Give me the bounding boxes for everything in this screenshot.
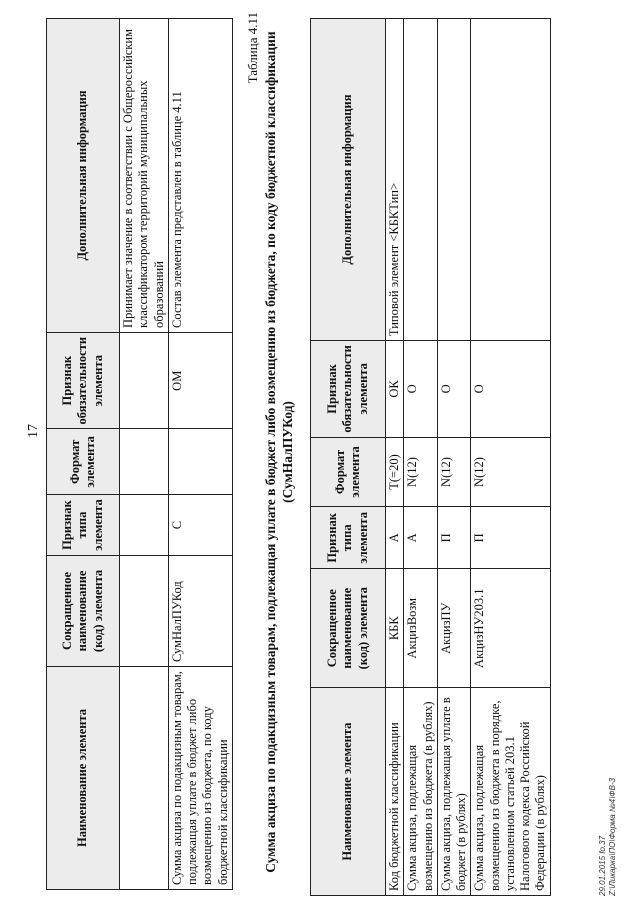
file-stamp (598, 778, 617, 896)
cell-info: Типовой элемент <КБКТип> (386, 19, 404, 341)
cell-required: О (471, 341, 550, 438)
cell-info (471, 19, 550, 341)
cell-code: АкцизПУ (437, 569, 471, 688)
cell-name: Сумма акциза, подлежащая уплате в бюджет (в рублях) (437, 688, 471, 896)
header-type: Признак типа элемента (47, 495, 120, 556)
table-header-row (47, 19, 120, 890)
header-required: Признак обязательности элемента (47, 332, 120, 429)
header-name: Наименование элемента (311, 688, 386, 896)
cell-type: П (471, 507, 550, 569)
header-code: Сокращенное наименование (код) элемента (47, 555, 120, 666)
cell-required: О (404, 341, 438, 438)
cell-info: Принимает значение в соответствии с Общероссийским классификатором территорий муниципальных образований (120, 19, 169, 333)
cell-format: T(=20) (386, 437, 404, 507)
header-required: Признак обязательности элемента (311, 341, 386, 438)
table-row (168, 19, 232, 890)
cell-format: N(12) (404, 437, 438, 507)
table-row (120, 19, 169, 890)
stamp-line-date: 29.01.2015 fo.37 (598, 835, 607, 896)
cell-type: А (386, 507, 404, 569)
cell-info (437, 19, 471, 341)
header-code: Сокращенное наименование (код) элемента (311, 569, 386, 688)
header-format: Формат элемента (311, 437, 386, 507)
cell-type: А (404, 507, 438, 569)
cell-format: N(12) (437, 437, 471, 507)
cell-code: АкцизВозм (404, 569, 438, 688)
cell-code: КБК (386, 569, 404, 688)
cell-name: Код бюджетной классификации (386, 688, 404, 896)
header-format: Формат элемента (47, 429, 120, 495)
cell-required: ОК (386, 341, 404, 438)
cell-type: С (168, 495, 232, 556)
table-row (471, 19, 550, 896)
table-label: Таблица 4.11 (245, 12, 260, 84)
cell-required: ОМ (168, 332, 232, 429)
table-row (404, 19, 438, 896)
header-type: Признак типа элемента (311, 507, 386, 569)
cell-type: П (437, 507, 471, 569)
table-row (386, 19, 404, 896)
cell-code: СумНалПУКод (168, 555, 232, 666)
cell-name: Сумма акциза, подлежащая возмещению из бюджета в порядке, установленном статьей 203.1 Налогового кодекса Российской Федерации (в рублях) (471, 688, 550, 896)
header-info: Дополнительная информация (311, 19, 386, 341)
cell-code (120, 555, 169, 666)
table-header-row (311, 19, 386, 896)
header-name: Наименование элемента (47, 667, 120, 890)
cell-info (404, 19, 438, 341)
kbk-sum-table (310, 18, 551, 896)
cell-required (120, 332, 169, 429)
cell-name: Сумма акциза, подлежащая возмещению из бюджета (в рублях) (404, 688, 438, 896)
table-row (437, 19, 471, 896)
page-number: 17 (26, 424, 41, 438)
cell-format: N(12) (471, 437, 550, 507)
table-title: Сумма акциза по подакцизным товарам, подлежащая уплате в бюджет либо возмещению из бюджета, по коду бюджетной классификации (СумНалПУКод) (263, 31, 296, 873)
elements-table-continuation (46, 18, 233, 890)
cell-required: О (437, 341, 471, 438)
cell-format (120, 429, 169, 495)
cell-type (120, 495, 169, 556)
cell-name (120, 667, 169, 890)
stamp-line-path: Z:\Ликарка\ПО\Форма №4\ФВ-3 (607, 777, 617, 896)
cell-info: Состав элемента представлен в таблице 4.11 (168, 19, 232, 333)
cell-name: Сумма акциза по подакцизным товарам, подлежащая уплате в бюджет либо возмещению из бюджета, по коду бюджетной классификации (168, 667, 232, 890)
cell-format (168, 429, 232, 495)
cell-code: АкцизНУ203.1 (471, 569, 550, 688)
header-info: Дополнительная информация (47, 19, 120, 333)
